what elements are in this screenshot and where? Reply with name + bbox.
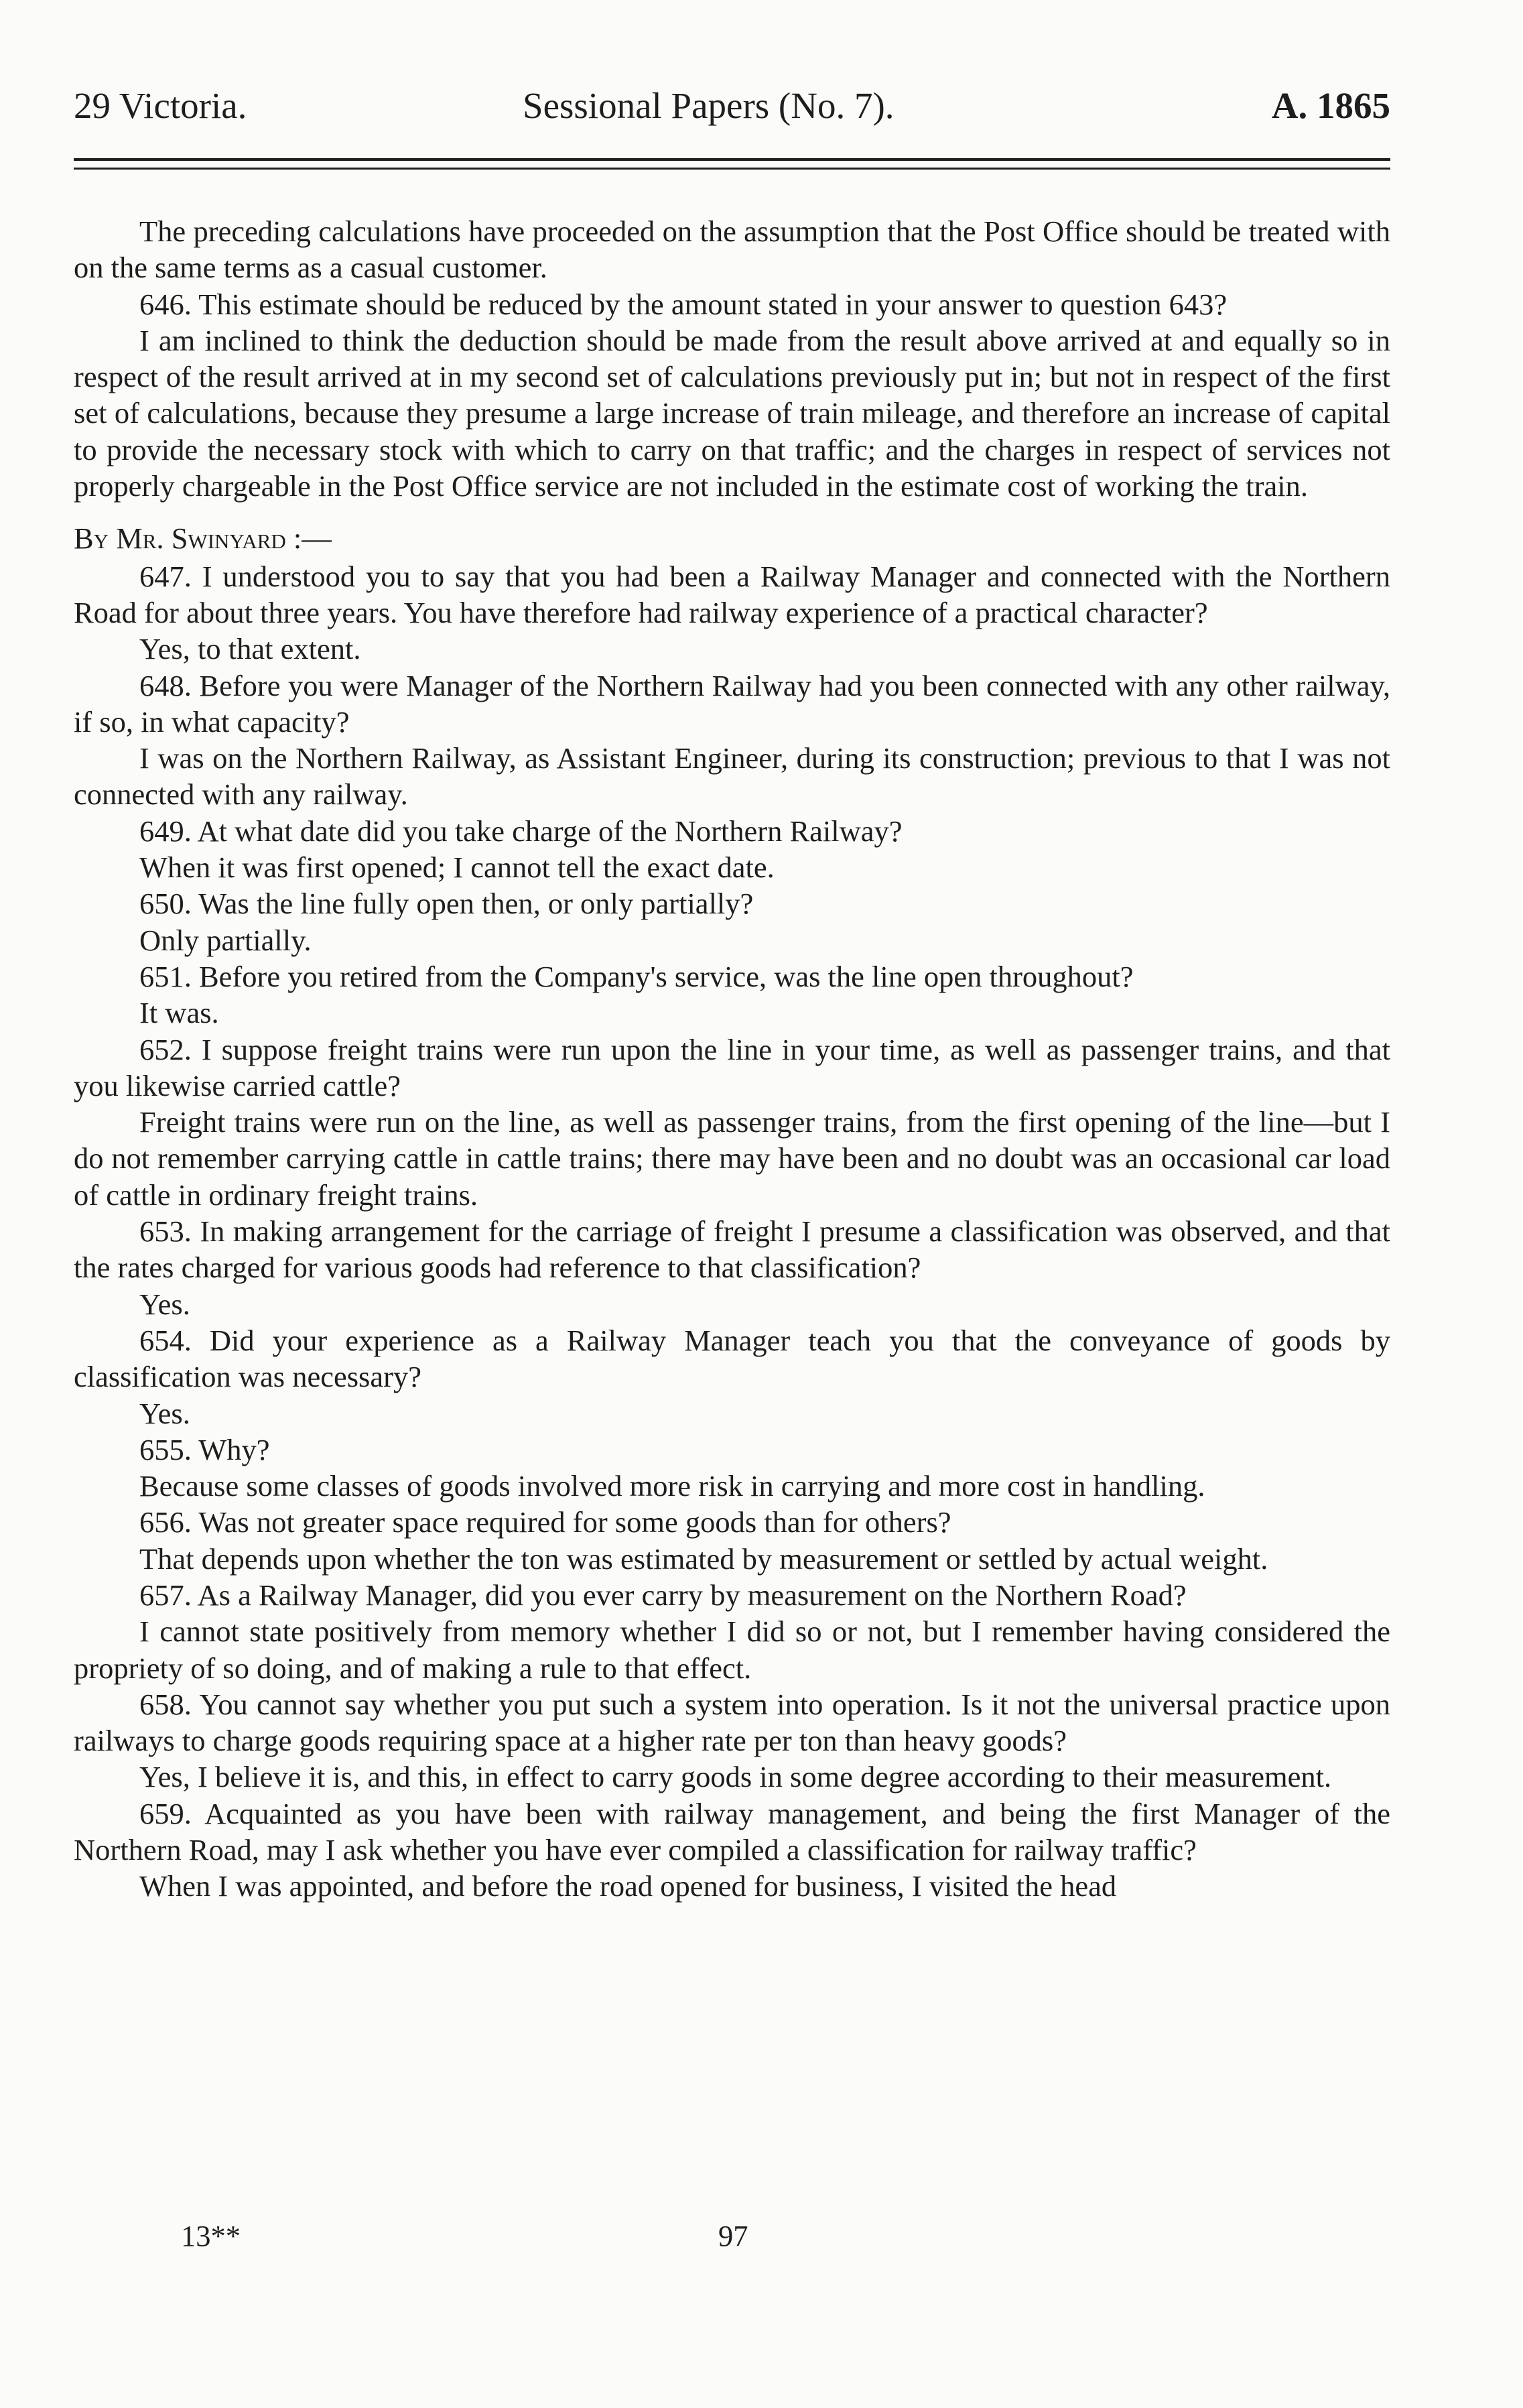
header-year: A. 1865 (1271, 85, 1390, 126)
question-651: 651. Before you retired from the Company's service, was the line open throughout? (139, 959, 1134, 993)
header-rule-thin (74, 168, 1390, 170)
question-647: 647. I understood you to say that you had been a Railway Manager and connected with the Northern Road for about three years. You have therefore had railway experience of a practical character? (74, 559, 1390, 629)
paragraph: The preceding calculations have proceeded on the assumption that the Post Office should be treated with on the same terms as a casual customer. (74, 214, 1390, 285)
question-656: 656. Was not greater space required for some goods than for others? (139, 1505, 951, 1539)
answer-659: When I was appointed, and before the road opened for business, I visited the head (139, 1869, 1117, 1903)
question-653: 653. In making arrangement for the carriage of freight I presume a classification was observed, and that the rates charged for various goods had reference to that classification? (74, 1214, 1390, 1285)
answer-651: It was. (139, 996, 219, 1030)
answer-658: Yes, I believe it is, and this, in effect to carry goods in some degree according to their measurement. (139, 1760, 1332, 1794)
header-session: 29 Victoria. (74, 85, 247, 126)
answer-653: Yes. (139, 1287, 190, 1321)
question-659: 659. Acquainted as you have been with railway management, and being the first Manager of the Northern Road, may I ask whether you have ever compiled a classification for railway traffic? (74, 1796, 1390, 1867)
answer-654: Yes. (139, 1396, 190, 1430)
answer-657: I cannot state positively from memory whether I did so or not, but I remember having considered the propriety of so doing, and of making a rule to that effect. (74, 1614, 1390, 1685)
page-number: 97 (718, 2219, 748, 2253)
question-646: 646. This estimate should be reduced by the amount stated in your answer to question 643? (139, 287, 1228, 321)
body-text (74, 213, 1390, 1905)
question-655: 655. Why? (139, 1432, 270, 1466)
answer-646: I am inclined to think the deduction should be made from the result above arrived at and equally so in respect of the result arrived at in my second set of calculations previously put in; but not in respect of the first set of calculations, because they presume a large increase of train mileage, and therefore an increase of capital to provide the necessary stock with which to carry on that traffic; and the charges in respect of services not properly chargeable in the Post Office service are not included in the estimate cost of working the train. (74, 323, 1390, 503)
question-654: 654. Did your experience as a Railway Manager teach you that the conveyance of goods by classification was necessary? (74, 1323, 1390, 1394)
question-648: 648. Before you were Manager of the Northern Railway had you been connected with any other railway, if so, in what capacity? (74, 668, 1390, 739)
question-658: 658. You cannot say whether you put such a system into operation. Is it not the universal practice upon railways to charge goods requiring space at a higher rate per ton than heavy goods? (74, 1687, 1390, 1758)
question-650: 650. Was the line fully open then, or only partially? (139, 887, 754, 921)
header-title: Sessional Papers (No. 7). (523, 85, 895, 126)
answer-656: That depends upon whether the ton was estimated by measurement or settled by actual weight. (139, 1541, 1268, 1576)
answer-648: I was on the Northern Railway, as Assistant Engineer, during its construction; previous to that I was not connected with any railway. (74, 741, 1390, 812)
header-rule (74, 158, 1390, 161)
answer-647: Yes, to that extent. (139, 632, 361, 666)
answer-649: When it was first opened; I cannot tell the exact date. (139, 850, 775, 885)
question-652: 652. I suppose freight trains were run upon the line in your time, as well as passenger trains, and that you likewise carried cattle? (74, 1032, 1390, 1102)
speaker-heading: By Mr. Swinyard :— (74, 521, 332, 556)
answer-652: Freight trains were run on the line, as well as passenger trains, from the first opening of the line—but I do not remember carrying cattle in cattle trains; there may have been and no doubt was an occasional car load of cattle in ordinary freight trains. (74, 1105, 1390, 1212)
running-head (74, 79, 1390, 133)
answer-650: Only partially. (139, 923, 312, 957)
answer-655: Because some classes of goods involved more risk in carrying and more cost in handling. (139, 1469, 1205, 1503)
question-657: 657. As a Railway Manager, did you ever carry by measurement on the Northern Road? (139, 1578, 1187, 1612)
signature-mark: 13** (181, 2219, 241, 2253)
page-footer (74, 2217, 1390, 2255)
question-649: 649. At what date did you take charge of the Northern Railway? (139, 814, 903, 848)
